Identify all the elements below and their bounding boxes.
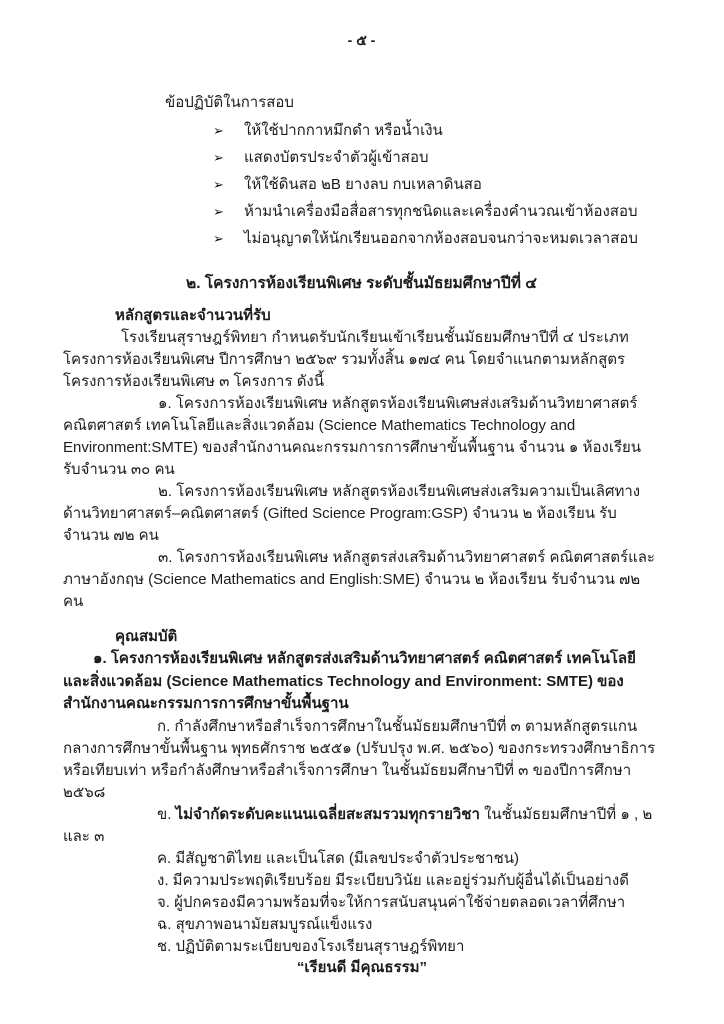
list-item [213, 225, 660, 252]
qual-item-label: ง. [157, 871, 169, 889]
qual-item-label: ค. [157, 849, 172, 867]
page-number: - ๕ - [347, 32, 376, 48]
qualification-item [63, 716, 660, 804]
qual-item-label: ฉ. [157, 915, 172, 933]
section-title: ๒. โครงการห้องเรียนพิเศษ ระดับชั้นมัธยมศึกษาปีที่ ๔ [186, 275, 537, 292]
qual-item-text: สุขภาพอนามัยสมบูรณ์แข็งแรง [175, 915, 373, 933]
qualification-item [63, 892, 660, 914]
qualification-item [63, 870, 660, 892]
exam-rules-heading: ข้อปฏิบัติในการสอบ [165, 94, 294, 111]
bullet-text: แสดงบัตรประจำตัวผู้เข้าสอบ [244, 149, 429, 166]
bullet-text: ไม่อนุญาตให้นักเรียนออกจากห้องสอบจนกว่าจะหมดเวลาสอบ [244, 230, 638, 247]
qual-item-label: จ. [157, 893, 170, 911]
arrow-bullet-icon: ➢ [213, 123, 224, 138]
intro-paragraph: โรงเรียนสุราษฎร์พิทยา กำหนดรับนักเรียนเข้าเรียนชั้นมัธยมศึกษาปีที่ ๔ ประเภทโครงการห้องเรียนพิเศษ ปีการศึกษา ๒๕๖๙ รวมทั้งสิ้น ๑๗๔ คน โดยจำแนกตามหลักสูตรโครงการห้องเรียนพิเศษ ๓ โครงการ ดังนี้ [63, 329, 629, 390]
qual-item-text: ผู้ปกครองมีความพร้อมที่จะให้การสนับสนุนค่าใช้จ่ายตลอดเวลาที่ศึกษา [174, 893, 626, 911]
qual-item-bold: ไม่จำกัดระดับคะแนนเฉลี่ยสะสมรวมทุกรายวิชา [175, 805, 480, 823]
list-item [213, 144, 660, 171]
qual-item-label: ก. [157, 717, 171, 735]
program-item: ๓. โครงการห้องเรียนพิเศษ หลักสูตรส่งเสริมด้านวิทยาศาสตร์ คณิตศาสตร์และภาษาอังกฤษ (Science Mathematics and English:SME) จำนวน ๒ ห้องเรียน รับจำนวน ๗๒ คน [63, 549, 655, 610]
footer-motto: “เรียนดี มีคุณธรรม” [296, 959, 428, 976]
qual-item-text: มีความประพฤติเรียบร้อย มีระเบียบวินัย และอยู่ร่วมกับผู้อื่นได้เป็นอย่างดี [172, 871, 629, 889]
arrow-bullet-icon: ➢ [213, 150, 224, 165]
exam-rules-list [63, 117, 660, 252]
qualifications-heading: คุณสมบัติ [115, 628, 178, 645]
arrow-bullet-icon: ➢ [213, 204, 224, 219]
list-item [213, 171, 660, 198]
qual-item-text: กำลังศึกษาหรือสำเร็จการศึกษาในชั้นมัธยมศึกษาปีที่ ๓ ตามหลักสูตรแกนกลางการศึกษาขั้นพื้นฐาน พุทธศักราช ๒๕๕๑ (ปรับปรุง พ.ศ. ๒๕๖๐) ของกระทรวงศึกษาธิการหรือเทียบเท่า หรือกำลังศึกษาหรือสำเร็จการศึกษา ในชั้นมัธยมศึกษาปีที่ ๓ ของปีการศึกษา ๒๕๖๘ [63, 717, 656, 801]
program-item: ๒. โครงการห้องเรียนพิเศษ หลักสูตรห้องเรียนพิเศษส่งเสริมความเป็นเลิศทางด้านวิทยาศาสตร์–คณิตศาสตร์ (Gifted Science Program:GSP) จำนวน ๒ ห้องเรียน รับจำนวน ๗๒ คน [63, 483, 641, 544]
qual-item-text: มีสัญชาติไทย และเป็นโสด (มีเลขประจำตัวประชาชน) [175, 849, 520, 867]
qualification-item [63, 848, 660, 870]
qualification-item [63, 936, 660, 958]
course-quota-heading: หลักสูตรและจำนวนที่รับ [115, 307, 271, 324]
qualifications-program-title: ๑. โครงการห้องเรียนพิเศษ หลักสูตรส่งเสริมด้านวิทยาศาสตร์ คณิตศาสตร์ เทคโนโลยี และสิ่งแวดล้อม (Science Mathematics Technology and Environment: SMTE) ของสำนักงานคณะกรรมการการศึกษาขั้นพื้นฐาน [63, 650, 636, 712]
list-item [213, 117, 660, 144]
list-item [213, 198, 660, 225]
qualification-item [63, 914, 660, 936]
bullet-text: ห้ามนำเครื่องมือสื่อสารทุกชนิดและเครื่องคำนวณเข้าห้องสอบ [244, 203, 638, 220]
arrow-bullet-icon: ➢ [213, 231, 224, 246]
bullet-text: ให้ใช้ปากกาหมึกดำ หรือน้ำเงิน [244, 122, 443, 139]
program-item: ๑. โครงการห้องเรียนพิเศษ หลักสูตรห้องเรียนพิเศษส่งเสริมด้านวิทยาศาสตร์ คณิตศาสตร์ เทคโนโลยีและสิ่งแวดล้อม (Science Mathematics Technology and Environment:SMTE) ของสำนักงานคณะกรรมการการศึกษาขั้นพื้นฐาน จำนวน ๑ ห้องเรียน รับจำนวน ๓๐ คน [63, 395, 642, 478]
qual-item-label: ข. [157, 805, 172, 823]
qualification-item [63, 804, 660, 848]
qual-item-label: ช. [157, 937, 172, 955]
qual-item-text: ปฏิบัติตามระเบียบของโรงเรียนสุราษฎร์พิทยา [175, 937, 465, 955]
bullet-text: ให้ใช้ดินสอ ๒B ยางลบ กบเหลาดินสอ [244, 176, 482, 193]
arrow-bullet-icon: ➢ [213, 177, 224, 192]
qual-item-text: ในชั้นมัธยมศึกษาปีที่ ๑ , ๒ และ ๓ [63, 805, 653, 845]
